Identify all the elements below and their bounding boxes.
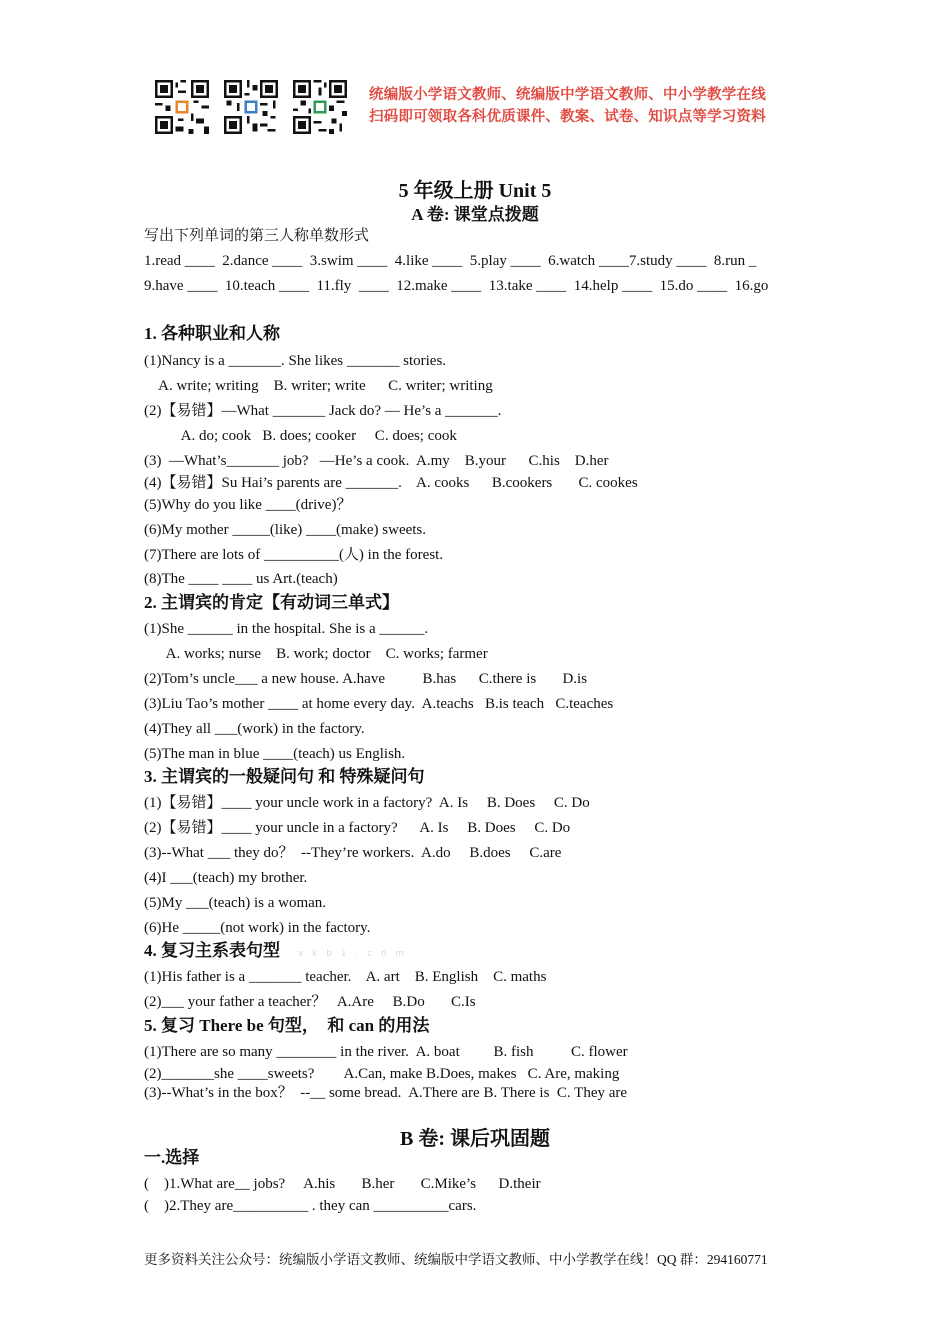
question-line: A. write; writing B. writer; write C. writer; writing xyxy=(144,378,493,394)
qr-code-icon xyxy=(155,80,209,134)
question-line: (2)___ your father a teacher？ A.Are B.Do C.Is xyxy=(144,994,476,1010)
question-line: (1)Nancy is a _______. She likes _______ stories. xyxy=(144,353,447,369)
promo-line: 统编版小学语文教师、统编版中学语文教师、中小学教学在线 xyxy=(369,87,766,103)
question-line: (4)【易错】Su Hai’s parents are _______. A. cooks B.cookers C. cookes xyxy=(144,475,638,491)
word-row: 1.read ____ 2.dance ____ 3.swim ____ 4.like ____ 5.play ____ 6.watch ____7.study ____ 8.run _ xyxy=(144,253,757,269)
qr-code-icon xyxy=(224,80,278,134)
part-a-title: A 卷: 课堂点拨题 xyxy=(411,205,539,224)
section-heading: 5. 复习 There be 句型， 和 can 的用法 xyxy=(144,1016,430,1035)
question-line: (1)She ______ in the hospital. She is a ______. xyxy=(144,621,429,637)
question-line: (2)【易错】____ your uncle in a factory? A. Is B. Does C. Do xyxy=(144,820,571,836)
section-heading: 3. 主谓宾的一般疑问句 和 特殊疑问句 xyxy=(144,767,425,786)
section-heading: 4. 复习主系表句型 xyxy=(144,941,280,960)
section-heading: 2. 主谓宾的肯定【有动词三单式】 xyxy=(144,593,399,612)
promo-text xyxy=(369,84,766,128)
question-line: (8)The ____ ____ us Art.(teach) xyxy=(144,571,338,587)
instruction-text: 写出下列单词的第三人称单数形式 xyxy=(144,228,370,244)
question-line: (1)【易错】____ your uncle work in a factory? A. Is B. Does C. Do xyxy=(144,795,590,811)
question-line: (3)Liu Tao’s mother ____ at home every day. A.teachs B.is teach C.teaches xyxy=(144,696,614,712)
question-line: (3)--What’s in the box？ --__ some bread. A.There are B. There is C. They are xyxy=(144,1085,628,1101)
question-line: (6)He _____(not work) in the factory. xyxy=(144,920,371,936)
section-heading: 1. 各种职业和人称 xyxy=(144,324,280,343)
question-line: (1)There are so many ________ in the river. A. boat B. fish C. flower xyxy=(144,1044,628,1060)
question-line: (5)The man in blue ____(teach) us English. xyxy=(144,746,406,762)
question-line: (2)Tom’s uncle___ a new house. A.have B.has C.there is D.is xyxy=(144,671,588,687)
question-line: (1)His father is a _______ teacher. A. art B. English C. maths xyxy=(144,969,547,985)
question-line: (6)My mother _____(like) ____(make) sweets. xyxy=(144,522,427,538)
question-line: (5)Why do you like ____(drive)？ xyxy=(144,497,352,513)
question-line: (2)【易错】—What _______ Jack do? — He’s a _______. xyxy=(144,403,502,419)
page-title: 5 年级上册 Unit 5 xyxy=(398,180,552,202)
question-line: (4)I ___(teach) my brother. xyxy=(144,870,308,886)
part-b-title: B 卷: 课后巩固题 xyxy=(400,1128,550,1150)
question-line: (4)They all ___(work) in the factory. xyxy=(144,721,365,737)
question-line: ( )1.What are__ jobs? A.his B.her C.Mike’s D.their xyxy=(144,1176,541,1192)
question-line: (5)My ___(teach) is a woman. xyxy=(144,895,327,911)
question-line: (7)There are lots of __________(人) in the forest. xyxy=(144,547,444,563)
promo-line: 扫码即可领取各科优质课件、教案、试卷、知识点等学习资料 xyxy=(369,109,766,125)
word-row: 9.have ____ 10.teach ____ 11.fly ____ 12.make ____ 13.take ____ 14.help ____ 15.do ____ 16.go xyxy=(144,278,769,294)
question-line: A. works; nurse B. work; doctor C. works; farmer xyxy=(144,646,488,662)
question-line: (3) —What’s_______ job? —He’s a cook. A.my B.your C.his D.her xyxy=(144,453,609,469)
section-heading: 一.选择 xyxy=(144,1148,200,1167)
qr-code-icon xyxy=(293,80,347,134)
question-line: ( )2.They are__________ . they can __________cars. xyxy=(144,1198,477,1214)
question-line: A. do; cook B. does; cooker C. does; cook xyxy=(144,428,457,444)
promo-header xyxy=(155,78,815,138)
question-line: (3)--What ___ they do？ --They’re workers. A.do B.does C.are xyxy=(144,845,562,861)
watermark: x k b 1 . c o m xyxy=(298,949,408,959)
page-footer: 更多资料关注公众号：统编版小学语文教师、统编版中学语文教师、中小学教学在线！QQ 群：294160771 xyxy=(144,1252,768,1267)
question-line: (2)_______she ____sweets? A.Can, make B.Does, makes C. Are, making xyxy=(144,1066,620,1082)
